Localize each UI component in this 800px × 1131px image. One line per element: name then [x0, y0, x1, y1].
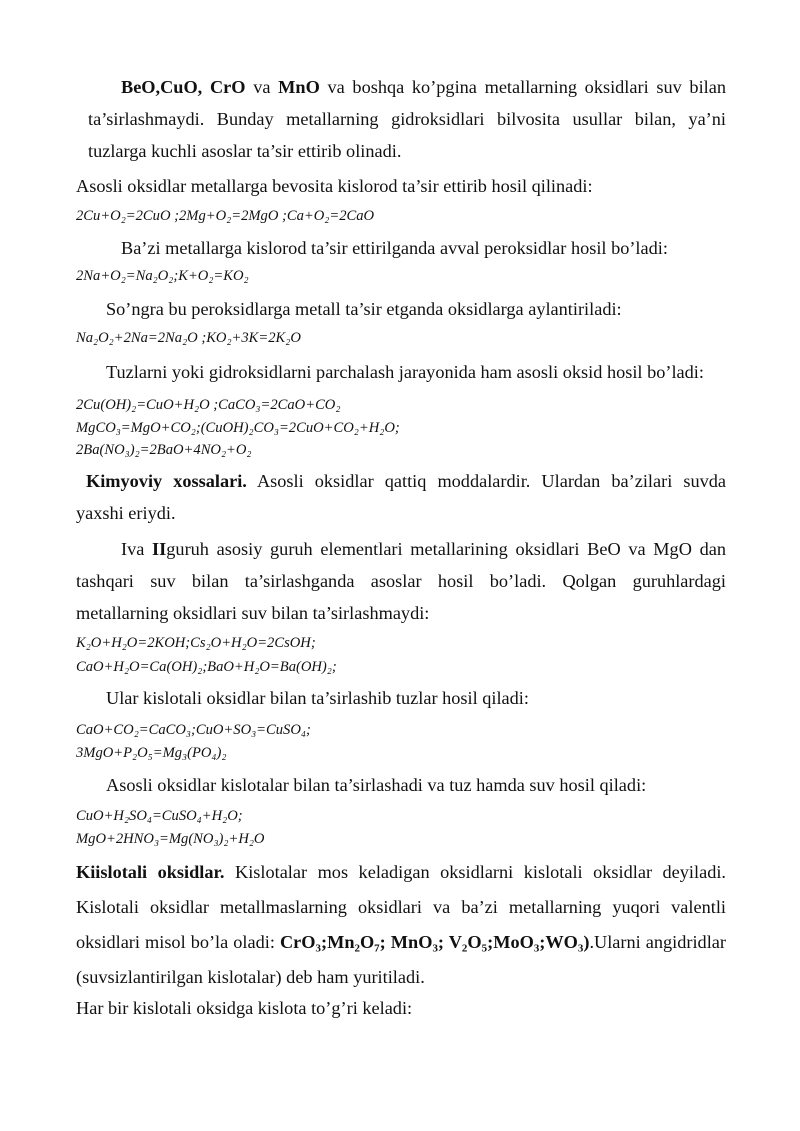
- equation-line-6: 2Ba(NO₃)₂=2BaO+4NO₂+O₂: [76, 442, 252, 458]
- paragraph-peroxides: Ba’zi metallarga kislorod ta’sir ettirilganda avval peroksidlar hosil bo’ladi:: [121, 238, 668, 258]
- paragraph-acidic-oxides: [76, 855, 726, 995]
- paragraph-decomposition: Tuzlarni yoki gidroksidlarni parchalash jarayonida ham asosli oksid hosil bo’ladi:: [106, 362, 704, 382]
- equation-line-1: 2Cu+O₂=2CuO ;2Mg+O₂=2MgO ;Ca+O₂=2CaO: [76, 208, 375, 224]
- group-roman-two: II: [152, 539, 167, 559]
- equation-line-3: Na₂O₂+2Na=2Na₂O ;KO₂+3K=2K₂O: [76, 330, 301, 346]
- group-text-a: Iva: [121, 539, 153, 559]
- acidic-oxides-formulas: CrO₃;Mn₂O₇; MnO₃; V₂O₅;MoO₃;WO₃): [279, 932, 590, 952]
- acidic-oxides-end: .Ularni angidridlar (suvsizlantirilgan kislotalar) deb ham yuritiladi.: [76, 932, 726, 987]
- oxide-list-bold: BeO,CuO, CrO: [121, 77, 246, 97]
- va-word: va: [245, 77, 279, 97]
- paragraph-intro: [88, 71, 726, 167]
- chemical-properties-heading: Kimyoviy xossalari.: [86, 471, 247, 491]
- equation-line-5: MgCO₃=MgO+CO₂;(CuOH)₂CO₃=2CuO+CO₂+H₂O;: [76, 420, 400, 436]
- equation-line-12: MgO+2HNO₃=Mg(NO₃)₂+H₂O: [76, 831, 265, 847]
- paragraph-direct-synthesis: Asosli oksidlar metallarga bevosita kislorod ta’sir ettirib hosil qilinadi:: [76, 176, 593, 196]
- equation-line-7: K₂O+H₂O=2KOH;Cs₂O+H₂O=2CsOH;: [76, 635, 316, 651]
- chemical-properties-text: Asosli oksidlar qattiq moddalardir. Ulardan ba’zilari suvda yaxshi eriydi.: [76, 471, 727, 523]
- equation-line-11: CuO+H₂SO₄=CuSO₄+H₂O;: [76, 808, 243, 824]
- equation-line-9: CaO+CO₂=CaCO₃;CuO+SO₃=CuSO₄;: [76, 722, 311, 738]
- paragraph-group-oxides: [76, 533, 726, 629]
- equation-line-4: 2Cu(OH)₂=CuO+H₂O ;CaCO₃=2CaO+CO₂: [76, 397, 341, 413]
- group-text-c: guruh asosiy guruh elementlari metallarining oksidlari BeO va MgO dan tashqari suv bilan ta’sirlashganda asoslar hosil bo’ladi. Qolgan guruhlardagi metallarning oksidlari suv bilan ta’sirlashmaydi:: [76, 539, 726, 623]
- paragraph-closing: Har bir kislotali oksidga kislota to’g’ri keladi:: [76, 998, 413, 1018]
- mno-bold: MnO: [278, 77, 320, 97]
- paragraph-chemical-properties: [76, 465, 726, 529]
- equation-line-10: 3MgO+P₂O₅=Mg₃(PO₄)₂: [76, 745, 227, 761]
- acidic-oxides-text: Kislotalar mos keladigan oksidlarni kislotali oksidlar deyiladi. Kislotali oksidlar metallmaslarning oksidlari va ba’zi metallarning yuqori valentli oksidlari misol bo’la oladi:: [76, 862, 726, 952]
- equation-line-2: 2Na+O₂=Na₂O₂;K+O₂=KO₂: [76, 268, 249, 284]
- paragraph-acidic-oxide-reaction: Ular kislotali oksidlar bilan ta’sirlashib tuzlar hosil qiladi:: [106, 688, 529, 708]
- paragraph-acid-reaction: Asosli oksidlar kislotalar bilan ta’sirlashadi va tuz hamda suv hosil qiladi:: [106, 775, 647, 795]
- intro-text: va boshqa ko’pgina metallarning oksidlari suv bilan ta’sirlashmaydi. Bunday metallarning gidroksidlari bilvosita usullar bilan, ya’ni tuzlarga kuchli asoslar ta’sir ettirib olinadi.: [88, 77, 726, 161]
- paragraph-peroxide-conversion: So’ngra bu peroksidlarga metall ta’sir etganda oksidlarga aylantiriladi:: [106, 299, 622, 319]
- acidic-oxides-heading: Kiislotali oksidlar.: [76, 862, 225, 882]
- equation-line-8: CaO+H₂O=Ca(OH)₂;BaO+H₂O=Ba(OH)₂;: [76, 659, 337, 675]
